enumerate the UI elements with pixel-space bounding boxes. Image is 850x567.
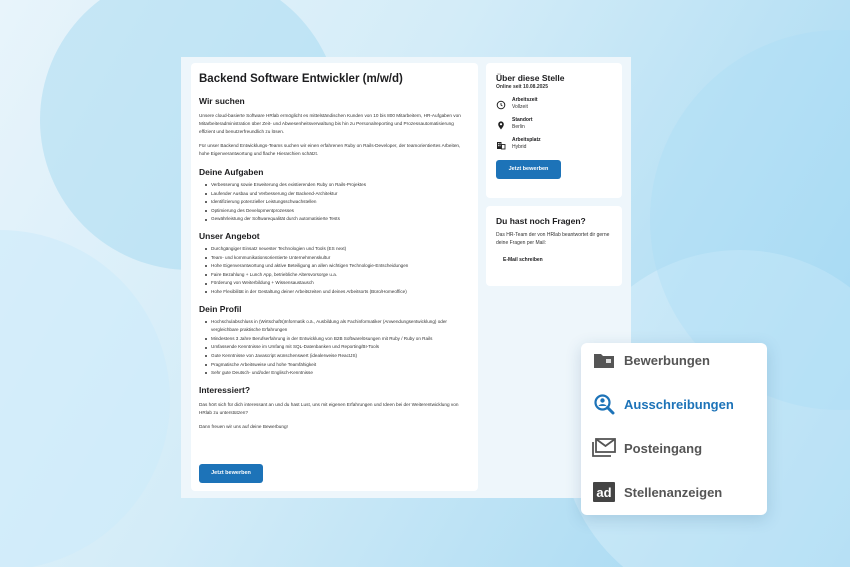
info-value: Hybrid [512, 144, 527, 150]
about-job-card [486, 63, 622, 198]
background-circle [0, 230, 170, 567]
info-row-standort [496, 117, 612, 131]
menu-item-posteingang[interactable] [592, 436, 702, 460]
list-item: Identifizierung potenzieller Leistungsschwachstellen [205, 198, 470, 207]
list-item: Pragmatische Arbeitsweise und hohe Teamfähigkeit [205, 361, 470, 370]
paragraph: Dann freuen wir uns auf deine Bewerbung! [199, 423, 288, 429]
apply-button[interactable]: Jetzt bewerben [496, 160, 561, 179]
about-heading: Über diese Stelle [496, 73, 565, 83]
navigation-menu [581, 343, 767, 515]
section-heading-angebot: Unser Angebot [199, 230, 260, 241]
list-item: Gewährleistung der Softwarequalität durch automatisierte Tests [205, 215, 470, 224]
list-item: Mindestens 3 Jahre Berufserfahrung in der Entwicklung von B2B Softwarelösungen mit Ruby / Ruby on Rails [205, 335, 470, 344]
paragraph: Für unser Backend Entwicklungs-Teams suchen wir einen erfahrenen Ruby on Rails-Developer, der teamorientiertes Arbeiten, hohe Eigenverantwortung und flache Hierarchien schätzt. [199, 143, 461, 156]
menu-item-ausschreibungen[interactable] [592, 392, 734, 416]
list-item: Hohe Flexibilität in der Gestaltung deiner Arbeitszeiten und deines Arbeitsorts (Büro/Homeoffice) [205, 288, 470, 297]
paragraph: Unsere cloud-basierte Software HRlab ermöglicht es mittelständischen Kunden von 10 bis 800 Mitarbeitern, HR-Aufgaben von Mitarbeiteradministration über Zeit- und Abwesenheitsverwaltung bis hin zu Personalreporting und Prozessautomatisierung effizient und benutzerfreundlich zu lösen. [199, 113, 461, 134]
angebot-list [205, 245, 470, 297]
section-heading-wir-suchen: Wir suchen [199, 96, 245, 106]
info-value: Berlin [512, 124, 525, 130]
questions-heading: Du hast noch Fragen? [496, 216, 586, 226]
section-heading-aufgaben: Deine Aufgaben [199, 167, 264, 177]
profil-list [205, 318, 470, 378]
info-row-arbeitsplatz [496, 137, 612, 151]
section-heading-interessiert: Interessiert? [199, 384, 251, 395]
list-item: Laufender Ausbau und Verbesserung der Backend-Architektur [205, 190, 470, 199]
mail-icon [592, 436, 616, 460]
folder-icon [592, 348, 616, 372]
menu-label: Bewerbungen [624, 352, 710, 368]
info-label: Arbeitsplatz [512, 137, 541, 143]
menu-label: Posteingang [624, 440, 703, 456]
questions-card [486, 206, 622, 286]
menu-item-stellenanzeigen[interactable] [592, 480, 722, 504]
menu-label: Ausschreibungen [624, 396, 734, 412]
location-pin-icon [496, 120, 506, 130]
list-item: Förderung von Weiterbildung + Wissensaustausch [205, 279, 470, 288]
email-link[interactable]: E-Mail schreiben [503, 257, 543, 263]
building-icon [496, 140, 506, 150]
apply-button[interactable]: Jetzt bewerben [199, 464, 263, 483]
info-row-arbeitszeit [496, 97, 612, 111]
questions-text: Das HR-Team der von HRlab beantwortet dir gerne deine Fragen per Mail: [496, 232, 610, 246]
list-item: Faire Bezahlung + Lunch App, betriebliche Altersvorsorge u.a. [205, 271, 470, 280]
clock-icon [496, 100, 506, 110]
job-title: Backend Software Entwickler (m/w/d) [199, 73, 403, 85]
info-label: Standort [512, 117, 533, 123]
aufgaben-list [205, 181, 470, 224]
job-description-card [191, 63, 478, 491]
list-item: Gute Kenntnisse von Javascript wünschenswert (idealerweise ReactJS) [205, 352, 470, 361]
list-item: Team- und kommunikationsorientierte Unternehmenskultur [205, 254, 470, 263]
ad-icon: ad [592, 480, 616, 504]
list-item: Sehr gute Deutsch- und/oder Englisch-Kenntnisse [205, 369, 470, 378]
section-heading-profil: Dein Profil [199, 303, 242, 314]
menu-label: Stellenanzeigen [624, 484, 723, 500]
list-item: Optimierung des Developmentprozesses [205, 207, 470, 216]
list-item: Hochschulabschluss in (Wirtschafts)Informatik o.ä., Ausbildung als Fachinformatiker (Anwendungsentwicklung) oder vergleichbare praktische Erfahrungen [205, 318, 470, 335]
online-since: Online seit 10.08.2025 [496, 84, 548, 90]
paragraph: Das hört sich für dich interessant an und du hast Lust, uns mit eigenen Erfahrungen und Ideen bei der Weiterentwicklung von HRlab zu unterstützen? [199, 401, 459, 415]
list-item: Umfassende Kenntnisse im Umfang mit SQL-Datenbanken und Reporting/BI-Tools [205, 343, 470, 352]
menu-item-bewerbungen[interactable] [592, 348, 710, 372]
info-label: Arbeitszeit [512, 97, 538, 103]
list-item: Verbesserung sowie Erweiterung des existierenden Ruby on Rails-Projektes [205, 181, 470, 190]
list-item: Hohe Eigenverantwortung und aktive Beteiligung an allen wichtigen Technologie-Entscheidungen [205, 262, 470, 271]
search-person-icon [592, 392, 616, 416]
list-item: Durchgängiger Einsatz neuester Technologien und Tools (ES next) [205, 245, 470, 254]
info-value: Vollzeit [512, 104, 528, 110]
